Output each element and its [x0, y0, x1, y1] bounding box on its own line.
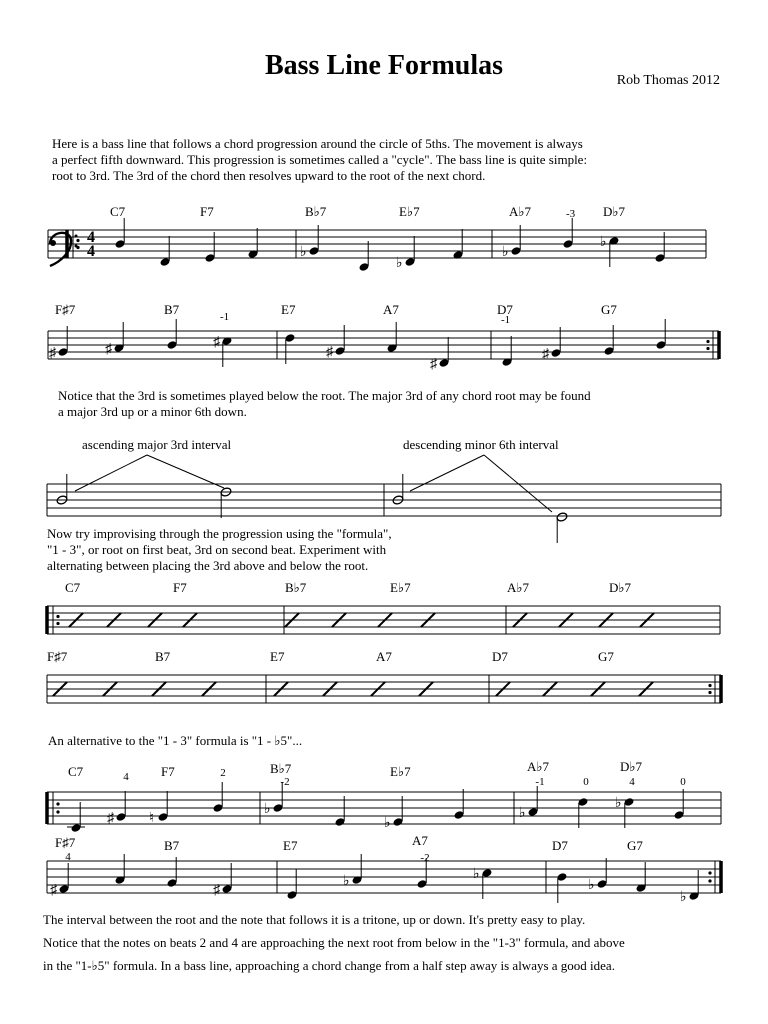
- alternative-text: An alternative to the "1 - 3" formula is "1 - ♭5"...: [48, 733, 303, 748]
- closing-line: Notice that the notes on beats 2 and 4 are approaching the next root from below in the "1-3" formula, and above: [43, 935, 625, 950]
- half-notehead: [556, 512, 568, 522]
- accidental: ♯: [542, 347, 549, 362]
- accidental: ♯: [50, 883, 57, 898]
- annotation-line: [147, 455, 224, 488]
- repeat-dot: [56, 810, 59, 813]
- improvise-line: "1 - 3", or root on first beat, 3rd on second beat. Experiment with: [47, 542, 387, 557]
- accidental: ♯: [326, 345, 333, 360]
- accidental: ♯: [213, 883, 220, 898]
- annotation-line: [75, 455, 147, 491]
- accidental: ♯: [430, 357, 437, 372]
- notice-line: Notice that the 3rd is sometimes played below the root. The major 3rd of any chord root may be found: [58, 388, 591, 403]
- improvise-line: Now try improvising through the progression using the "formula",: [47, 526, 392, 541]
- bass-clef-icon: [75, 245, 78, 248]
- fingering: -3: [566, 208, 576, 220]
- chord-symbol: C7: [110, 204, 126, 219]
- chord-symbol: A7: [412, 833, 428, 848]
- repeat-dot: [708, 871, 711, 874]
- accidental: ♮: [149, 811, 155, 826]
- chord-symbol: D♭7: [620, 759, 643, 774]
- author-credit: Rob Thomas 2012: [616, 73, 720, 88]
- accidental: ♭: [588, 878, 595, 893]
- chord-symbol: E♭7: [399, 204, 420, 219]
- accidental: ♯: [107, 811, 114, 826]
- chord-symbol: B♭7: [285, 580, 307, 595]
- accidental: ♭: [680, 890, 687, 905]
- intro-line: Here is a bass line that follows a chord progression around the circle of 5ths. The movement is always: [52, 136, 583, 151]
- closing-line: in the "1-♭5" formula. In a bass line, approaching a chord change from a half step away is always a good idea.: [43, 958, 615, 973]
- intro-line: a perfect fifth downward. This progression is sometimes called a "cycle". The bass line is quite simple:: [52, 152, 588, 167]
- chord-symbol: E7: [270, 649, 285, 664]
- accidental: ♭: [615, 796, 622, 811]
- intro-line: root to 3rd. The 3rd of the chord then resolves upward to the root of the next chord.: [52, 168, 486, 183]
- fingering: 4: [65, 851, 71, 863]
- accidental: ♯: [105, 342, 112, 357]
- chord-symbol: A♭7: [527, 759, 550, 774]
- repeat-dot: [56, 615, 59, 618]
- interval-label: descending minor 6th interval: [403, 437, 559, 452]
- bass-clef-icon: [75, 235, 78, 238]
- fingering: -1: [220, 311, 230, 323]
- repeat-dot: [708, 879, 711, 882]
- fingering: 0: [583, 776, 589, 788]
- repeat-dot: [708, 691, 711, 694]
- chord-symbol: F7: [173, 580, 187, 595]
- repeat-dot: [76, 239, 79, 242]
- fingering: 2: [220, 767, 226, 779]
- fingering: -1: [501, 314, 511, 326]
- annotation-line: [410, 455, 484, 491]
- accidental: ♭: [519, 806, 526, 821]
- chord-symbol: E7: [281, 302, 296, 317]
- chord-symbol: F♯7: [55, 302, 76, 317]
- chord-symbol: G7: [598, 649, 614, 664]
- fingering: 4: [123, 771, 129, 783]
- chord-symbol: G7: [601, 302, 617, 317]
- chord-symbol: F7: [200, 204, 214, 219]
- repeat-dot: [56, 802, 59, 805]
- chord-symbol: D7: [492, 649, 508, 664]
- bass-clef-icon: [50, 240, 56, 246]
- accidental: ♭: [384, 816, 391, 831]
- chord-symbol: B♭7: [305, 204, 327, 219]
- chord-symbol: B♭7: [270, 761, 292, 776]
- repeat-dot: [706, 340, 709, 343]
- chord-symbol: B7: [155, 649, 171, 664]
- chord-symbol: E♭7: [390, 764, 411, 779]
- closing-line: The interval between the root and the note that follows it is a tritone, up or down. It's pretty easy to play.: [43, 912, 586, 927]
- time-signature-top: 4: [87, 229, 95, 246]
- fingering: 0: [680, 776, 686, 788]
- chord-symbol: D♭7: [603, 204, 626, 219]
- chord-symbol: D7: [497, 302, 513, 317]
- notice-line: a major 3rd up or a minor 6th down.: [58, 404, 247, 419]
- chord-symbol: D7: [552, 838, 568, 853]
- accidental: ♭: [264, 802, 271, 817]
- chord-symbol: E♭7: [390, 580, 411, 595]
- repeat-dot: [708, 684, 711, 687]
- chord-symbol: A♭7: [507, 580, 530, 595]
- repeat-dot: [706, 347, 709, 350]
- repeat-dot: [56, 622, 59, 625]
- time-signature-bottom: 4: [87, 243, 95, 260]
- chord-symbol: A♭7: [509, 204, 532, 219]
- chord-symbol: B7: [164, 838, 180, 853]
- chord-symbol: F♯7: [55, 835, 76, 850]
- fingering: -1: [535, 776, 545, 788]
- chord-symbol: F7: [161, 764, 175, 779]
- chord-symbol: G7: [627, 838, 643, 853]
- interval-label: ascending major 3rd interval: [82, 437, 232, 452]
- accidental: ♭: [343, 874, 350, 889]
- accidental: ♭: [300, 245, 307, 260]
- chord-symbol: A7: [383, 302, 399, 317]
- improvise-line: alternating between placing the 3rd above and below the root.: [47, 558, 369, 573]
- fingering: -2: [420, 852, 430, 864]
- chord-symbol: C7: [65, 580, 81, 595]
- chord-symbol: C7: [68, 764, 84, 779]
- accidental: ♭: [396, 256, 403, 271]
- fingering: -2: [280, 776, 290, 788]
- fingering: 4: [629, 776, 635, 788]
- accidental: ♯: [49, 346, 56, 361]
- accidental: ♭: [600, 235, 607, 250]
- accidental: ♭: [502, 245, 509, 260]
- chord-symbol: F♯7: [47, 649, 68, 664]
- accidental: ♭: [473, 867, 480, 882]
- chord-symbol: A7: [376, 649, 392, 664]
- chord-symbol: B7: [164, 302, 180, 317]
- page-title: Bass Line Formulas: [264, 50, 504, 81]
- chord-symbol: E7: [283, 838, 298, 853]
- chord-symbol: D♭7: [609, 580, 632, 595]
- accidental: ♯: [213, 335, 220, 350]
